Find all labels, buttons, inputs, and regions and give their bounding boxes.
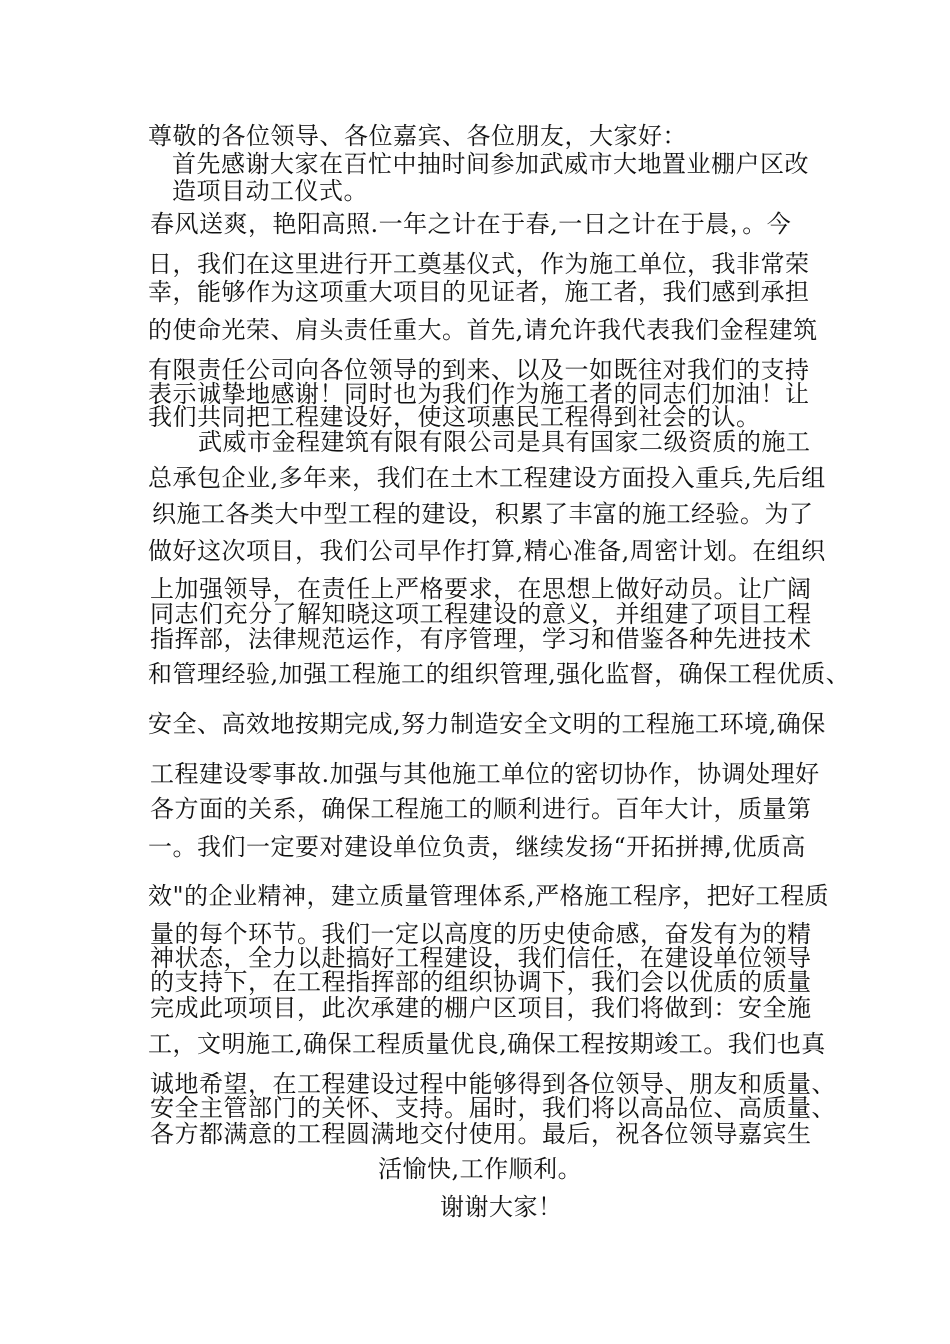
text-line: 安全、高效地按期完成,努力制造安全文明的工程施工环境,确保 <box>148 710 826 738</box>
text-line: 量的每个环节。我们一定以高度的历史使命感，奋发有为的精 <box>150 920 812 948</box>
text-line: 织施工各类大中型工程的建设，积累了丰富的施工经验。为了 <box>152 500 814 528</box>
text-line: 活愉快,工作顺利。 <box>378 1155 583 1183</box>
text-line: 有限责任公司向各位领导的到来、以及一如既往对我们的支持 <box>148 356 810 384</box>
text-line: 工程建设零事故.加强与其他施工单位的密切协作，协调处理好 <box>150 760 820 788</box>
text-line: 春风送爽，艳阳高照.一年之计在于春,一日之计在于晨，。今 <box>150 210 792 238</box>
text-line: 总承包企业,多年来，我们在土木工程建设方面投入重兵,先后组 <box>148 464 826 492</box>
text-line: 武威市金程建筑有限有限公司是具有国家二级资质的施工 <box>198 428 811 456</box>
text-line: 日，我们在这里进行开工奠基仪式，作为施工单位，我非常荣 <box>148 250 810 278</box>
text-line: 指挥部，法律规范运作，有序管理，学习和借鉴各种先进技术 <box>150 625 812 653</box>
text-line: 同志们充分了解知晓这项工程建设的意义，并组建了项目工程 <box>150 600 812 628</box>
text-line: 我们共同把工程建设好，使这项惠民工程得到社会的认。 <box>148 403 761 431</box>
text-line: 各方面的关系，确保工程施工的顺利进行。百年大计，质量第 <box>150 795 812 823</box>
text-line: 安全主管部门的关怀、支持。届时，我们将以高品位、高质量、 <box>150 1094 836 1122</box>
text-line: 诚地希望，在工程建设过程中能够得到各位领导、朋友和质量、 <box>150 1070 836 1098</box>
text-line: 和管理经验,加强工程施工的组织管理,强化监督，确保工程优质、 <box>148 660 851 688</box>
text-line: 做好这次项目，我们公司早作打算,精心准备,周密计划。在组织 <box>148 537 826 565</box>
text-line: 一。我们一定要对建设单位负责，继续发扬“开拓拼搏,优质高 <box>148 833 806 861</box>
text-line: 的使命光荣、肩头责任重大。首先,请允许我代表我们金程建筑 <box>148 316 818 344</box>
text-line: 效"的企业精神，建立质量管理体系,严格施工程序，把好工程质 <box>148 882 830 910</box>
text-line: 首先感谢大家在百忙中抽时间参加武威市大地置业棚户区改 <box>172 150 809 178</box>
text-line: 工，文明施工,确保工程质量优良,确保工程按期竣工。我们也真 <box>148 1030 826 1058</box>
text-line: 的支持下，在工程指挥部的组织协调下，我们会以优质的质量 <box>150 968 812 996</box>
text-line: 表示诚挚地感谢！同时也为我们作为施工者的同志们加油！让 <box>148 380 810 408</box>
text-line: 神状态，全力以赴搞好工程建设，我们信任，在建设单位领导 <box>150 944 812 972</box>
text-line: 幸，能够作为这项重大项目的见证者，施工者，我们感到承担 <box>148 278 810 306</box>
text-line: 各方都满意的工程圆满地交付使用。最后，祝各位领导嘉宾生 <box>150 1120 812 1148</box>
closing-line: 谢谢大家！ <box>440 1193 563 1221</box>
greeting-line: 尊敬的各位领导、各位嘉宾、各位朋友，大家好： <box>148 122 687 150</box>
text-line: 造项目动工仪式。 <box>172 177 368 205</box>
text-line: 完成此项项目，此次承建的棚户区项目，我们将做到：安全施 <box>150 994 812 1022</box>
text-line: 上加强领导，在责任上严格要求，在思想上做好动员。让广阔 <box>150 575 812 603</box>
